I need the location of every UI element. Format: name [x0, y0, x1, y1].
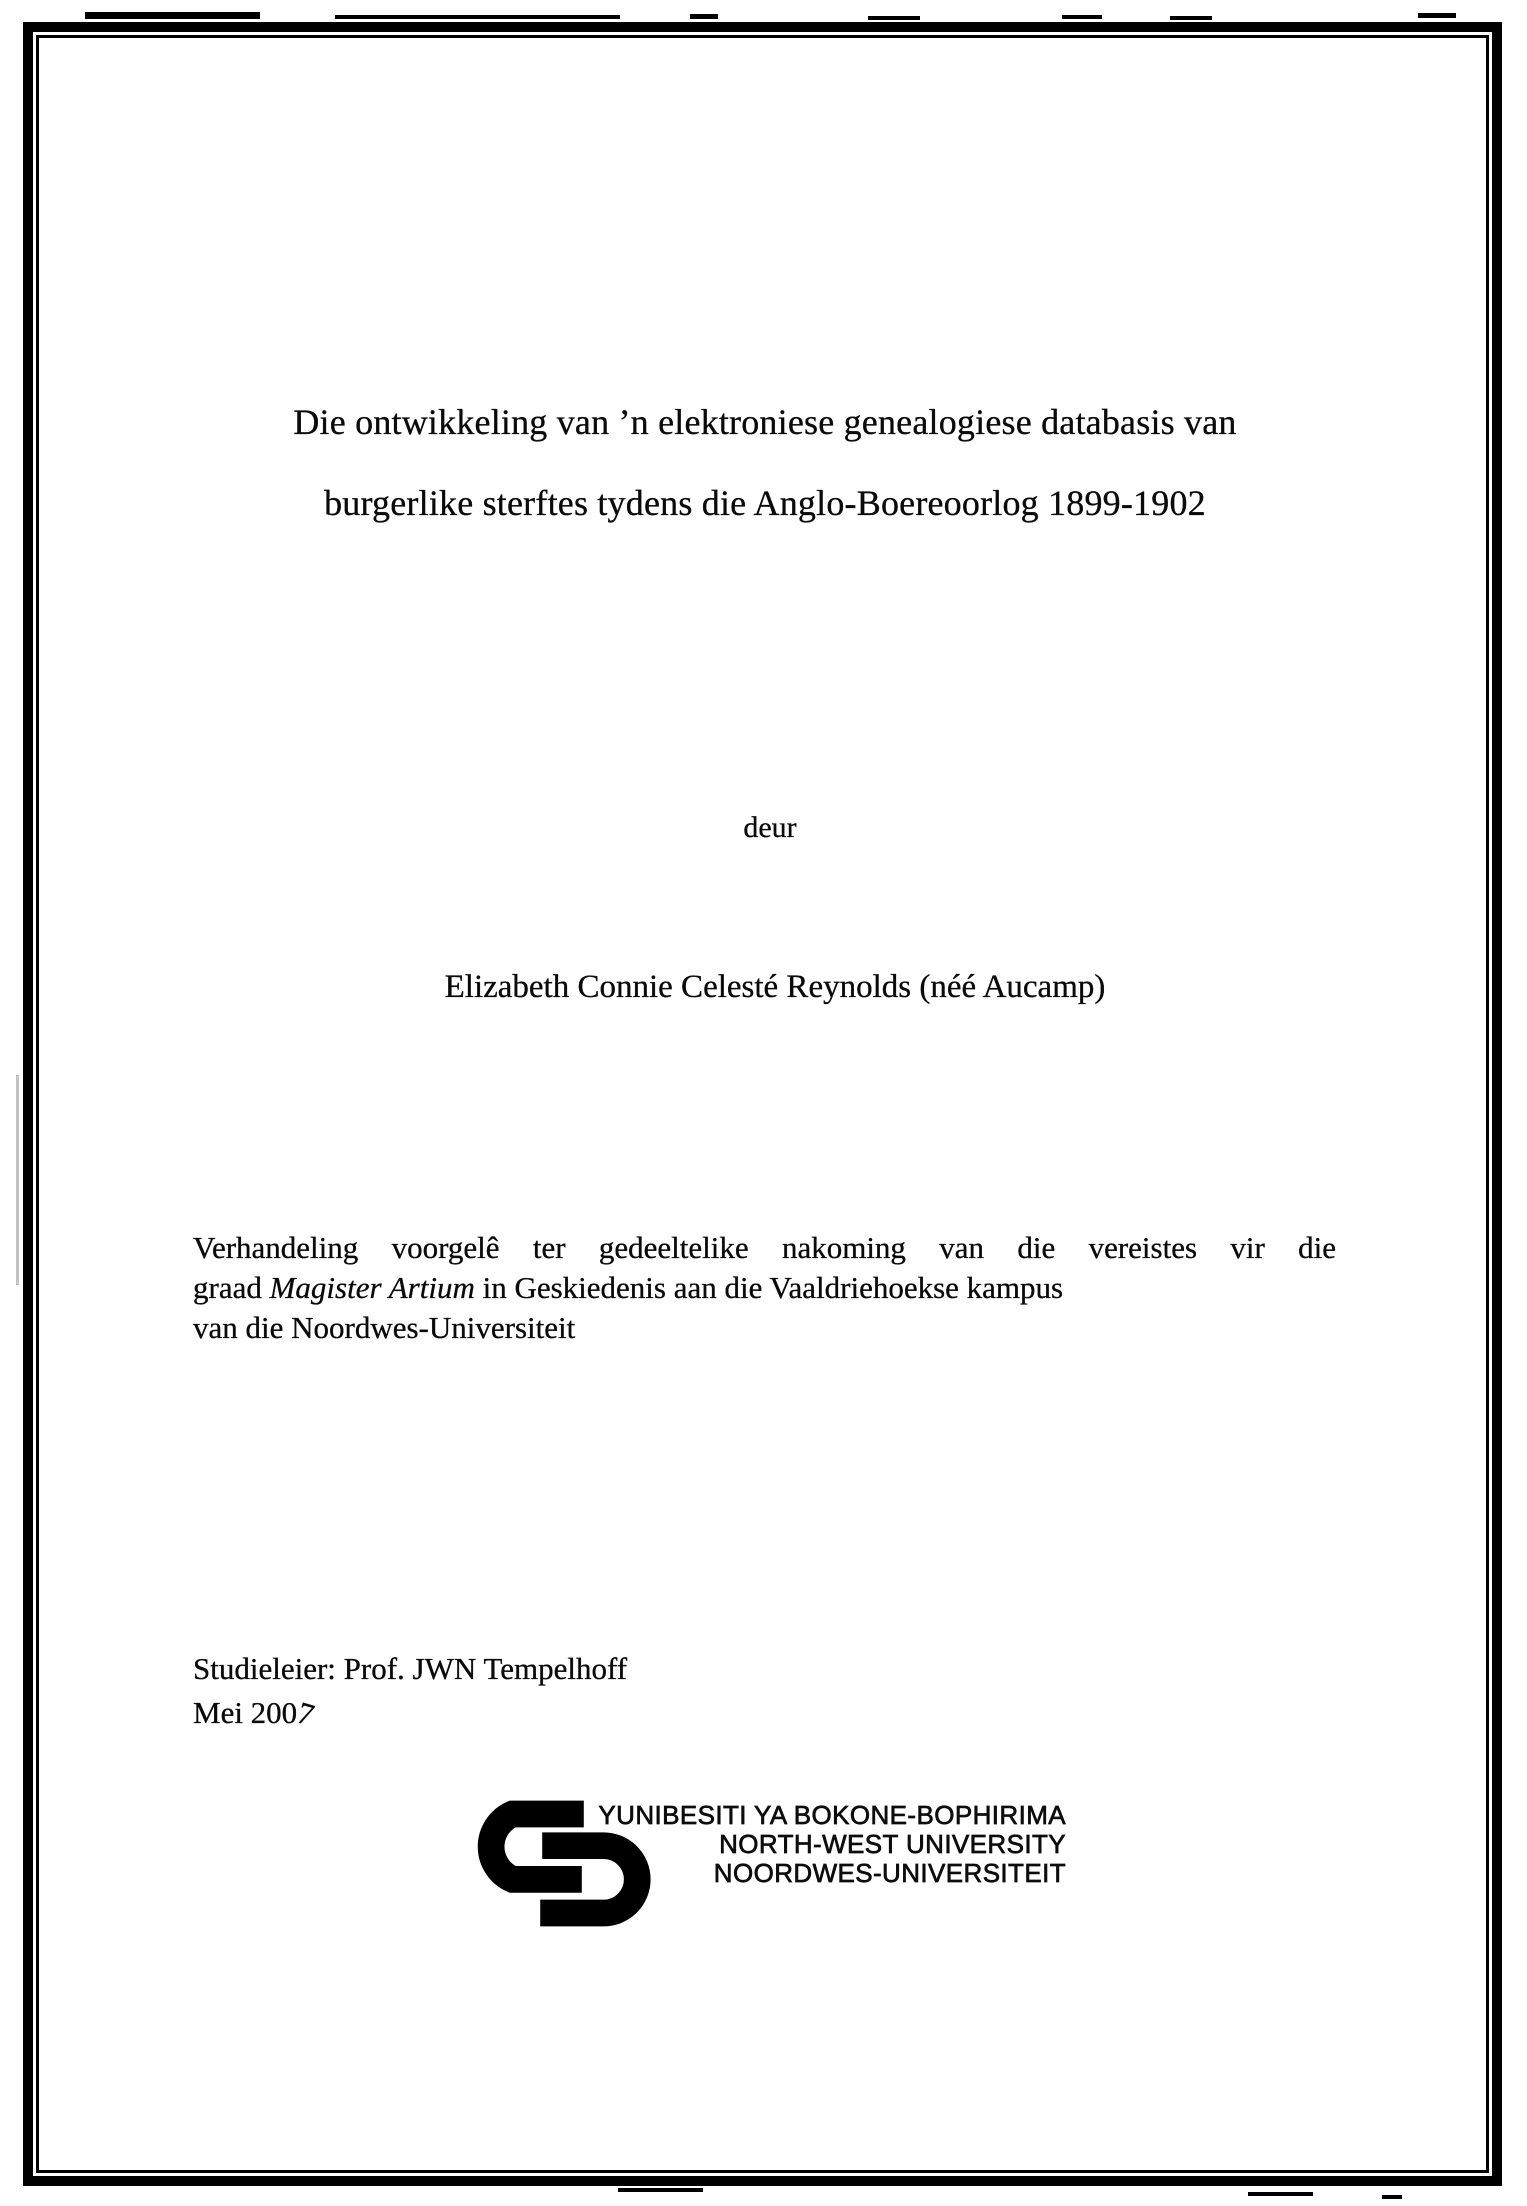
university-logo-text [598, 1801, 1066, 1888]
scan-artifact [16, 1075, 19, 1285]
scan-artifact [85, 12, 260, 19]
university-name-afrikaans: NOORDWES-UNIVERSITEIT [713, 1858, 1066, 1888]
scan-artifact [618, 2188, 703, 2192]
byline-label: deur [743, 811, 797, 844]
author-name: Elizabeth Connie Celesté Reynolds (néé Aucamp) [444, 969, 1106, 1005]
date-last-digit: 7 [293, 1694, 319, 1733]
university-name-english: NORTH-WEST UNIVERSITY [719, 1829, 1066, 1859]
submission-line3: van die Noordwes-Universiteit [193, 1310, 576, 1345]
university-name-setswana: YUNIBESITI YA BOKONE-BOPHIRIMA [598, 1800, 1066, 1830]
thesis-title-line2: burgerlike sterftes tydens die Anglo-Boereoorlog 1899-1902 [324, 483, 1206, 523]
thesis-title [195, 382, 1335, 544]
thesis-title-line1: Die ontwikkeling van ’n elektroniese genealogiese databasis van [293, 402, 1237, 442]
scan-artifact [690, 14, 718, 19]
scan-artifact [1248, 2192, 1313, 2196]
submission-line2-after: in Geskiedenis aan die Vaaldriehoekse kampus [482, 1270, 1064, 1305]
submission-statement [193, 1228, 1336, 1348]
date-line [193, 1692, 1093, 1734]
submission-line2 [193, 1268, 1336, 1308]
submission-line2-before: graad [193, 1270, 262, 1305]
scan-artifact [335, 15, 620, 19]
date-prefix: Mei 200 [193, 1695, 298, 1730]
scan-artifact [1170, 16, 1212, 20]
degree-name-italic: Magister Artium [269, 1270, 475, 1305]
scan-artifact [1418, 13, 1456, 18]
scan-artifact [1382, 2195, 1402, 2199]
supervisor-line: Studieleier: Prof. JWN Tempelhoff [193, 1651, 628, 1686]
scan-artifact [868, 16, 920, 20]
scan-artifact [1062, 15, 1102, 19]
submission-line1: Verhandeling voorgelê ter gedeeltelike nakoming van die vereistes vir die [193, 1230, 1336, 1265]
